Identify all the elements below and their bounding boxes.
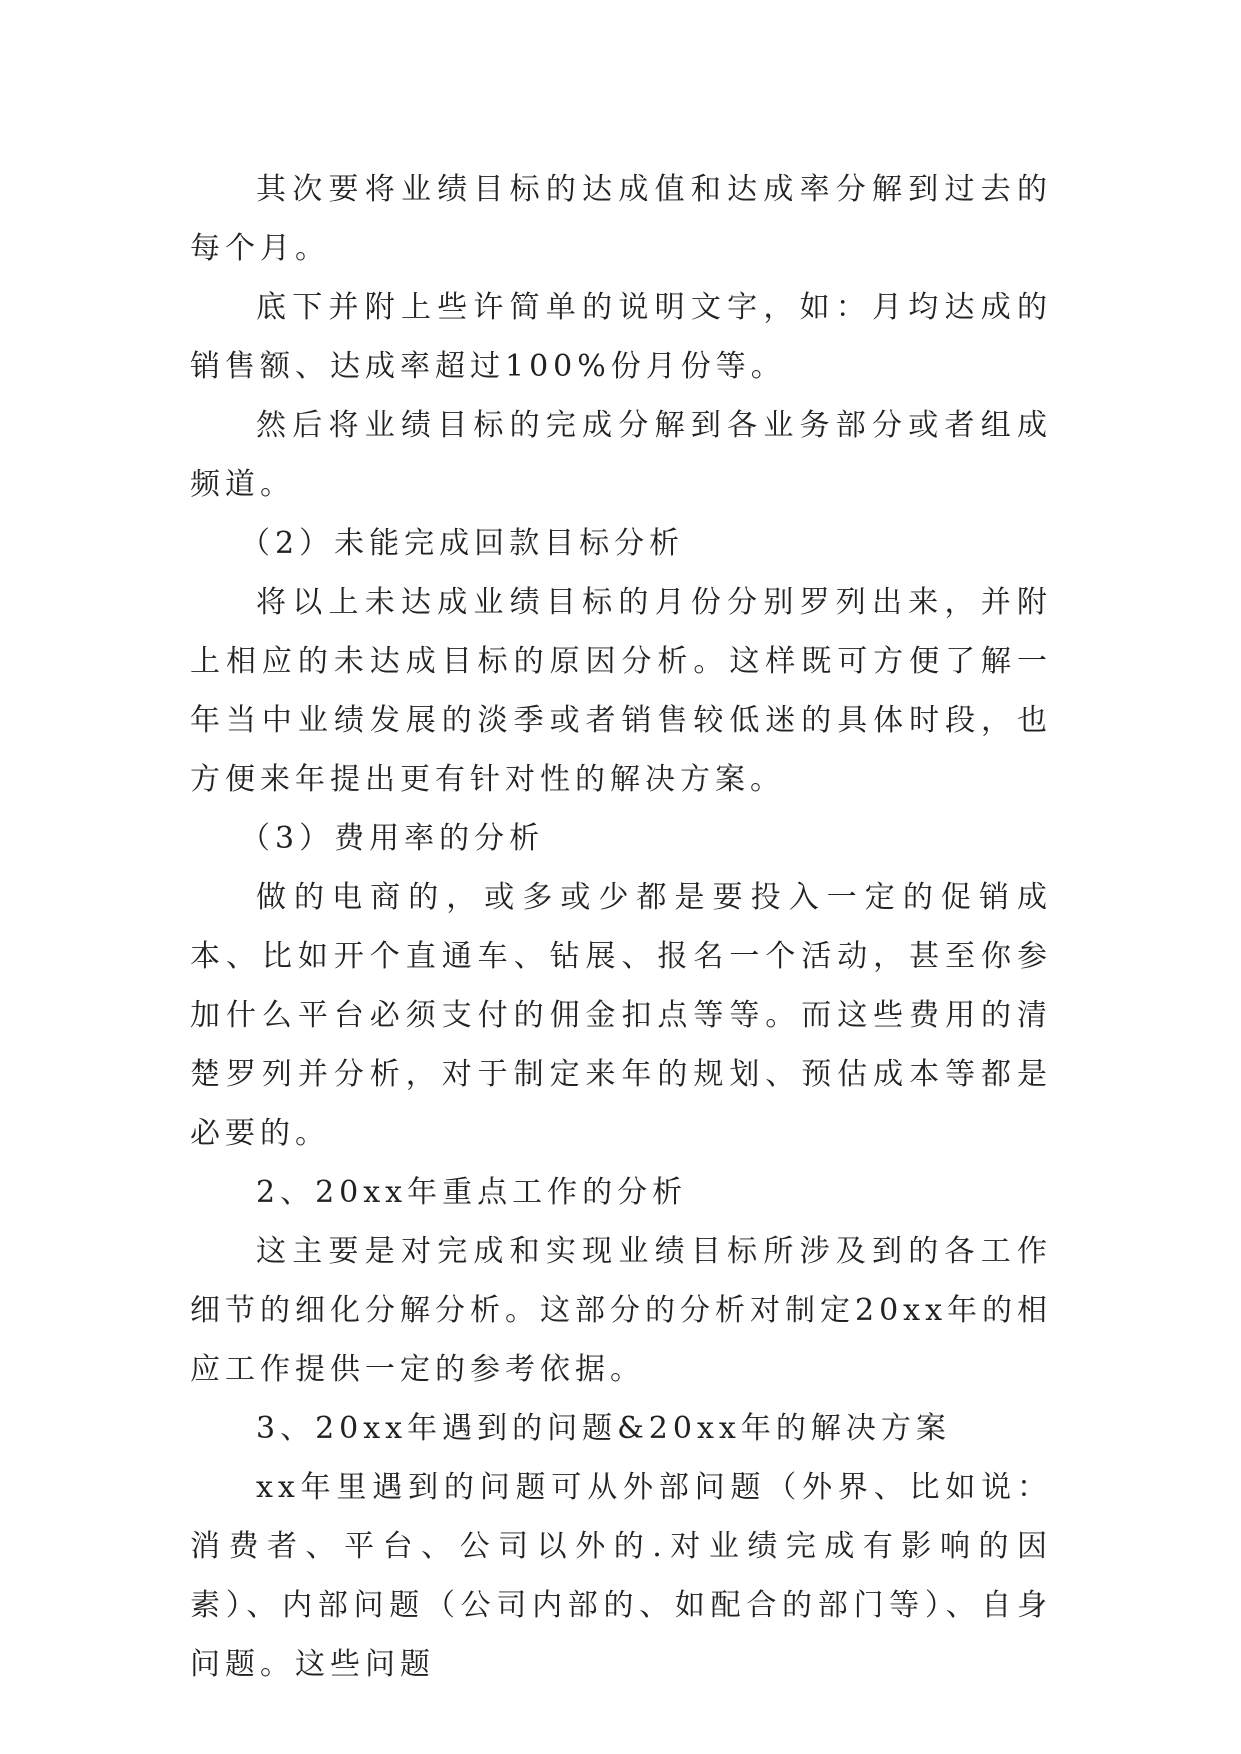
paragraph-work-detail-breakdown: 这主要是对完成和实现业绩目标所涉及到的各工作细节的细化分解分析。这部分的分析对制定20xx年的相应工作提供一定的参考依据。 — [190, 1234, 1053, 1387]
paragraph-monthly-breakdown: 其次要将业绩目标的达成值和达成率分解到过去的每个月。 — [190, 172, 1052, 266]
paragraph-department-breakdown: 然后将业绩目标的完成分解到各业务部分或者组成频道。 — [190, 408, 1052, 502]
paragraph-explanation-note: 底下并附上些许简单的说明文字，如：月均达成的销售额、达成率超过100%份月份等。 — [190, 290, 1052, 384]
document-body — [190, 160, 1052, 1694]
paragraph-unmet-months: 将以上未达成业绩目标的月份分别罗列出来，并附上相应的未达成目标的原因分析。这样既可方便了解一年当中业绩发展的淡季或者销售较低迷的具体时段，也方便来年提出更有针对性的解决方案。 — [190, 585, 1052, 797]
heading-key-work-analysis: 2、20xx年重点工作的分析 — [256, 1175, 688, 1210]
heading-problems-solutions: 3、20xx年遇到的问题&20xx年的解决方案 — [256, 1411, 951, 1446]
heading-payment-target-analysis: （2）未能完成回款目标分析 — [240, 526, 685, 561]
paragraph-problem-sources: xx年里遇到的问题可从外部问题（外界、比如说：消费者、平台、公司以外的.对业绩完成有影响的因素）、内部问题（公司内部的、如配合的部门等）、自身问题。这些问题 — [190, 1470, 1052, 1682]
heading-expense-rate-analysis: （3）费用率的分析 — [240, 821, 545, 856]
paragraph-promotion-costs: 做的电商的，或多或少都是要投入一定的促销成本、比如开个直通车、钻展、报名一个活动，甚至你参加什么平台必须支付的佣金扣点等等。而这些费用的清楚罗列并分析，对于制定来年的规划、预估成本等都是必要的。 — [190, 880, 1052, 1151]
